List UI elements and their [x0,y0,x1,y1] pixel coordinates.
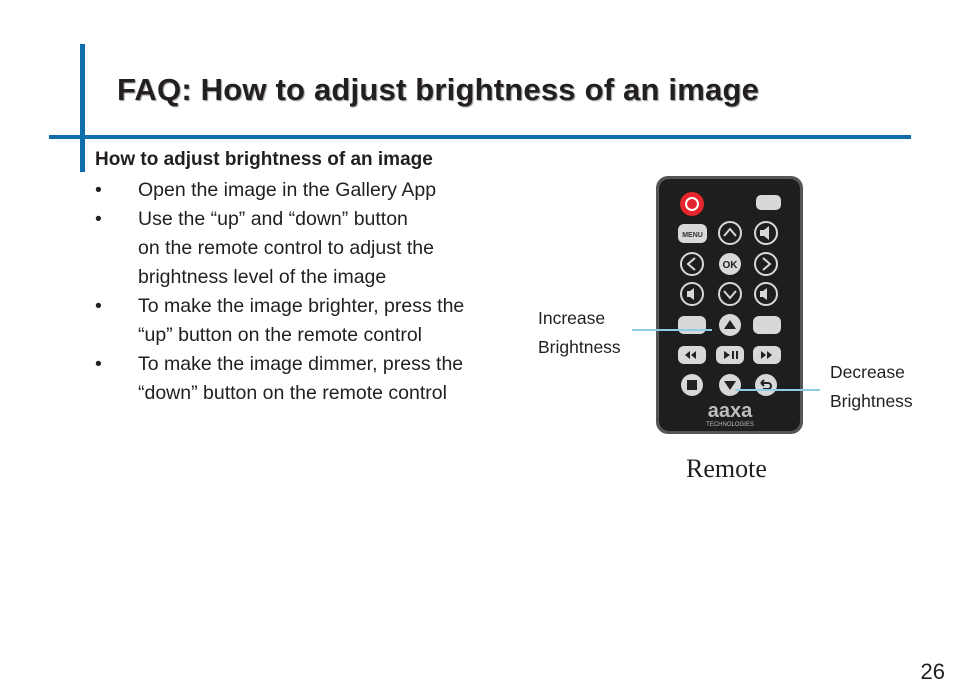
list-item-line: “up” button on the remote control [138,324,422,346]
remote-brand-logo: aaxa [707,400,753,422]
list-item-line: “down” button on the remote control [138,382,447,404]
bullet-glyph: • [95,295,102,317]
display-button [678,316,706,334]
power-button [680,192,704,216]
stop-icon [687,380,697,390]
remote-control-image [655,175,804,435]
page-title: FAQ: How to adjust brightness of an image [117,72,760,107]
list-item-line: Use the “up” and “down” button [138,208,408,230]
increase-leader-line [632,329,712,331]
ok-button-label: OK [722,260,738,271]
list-item [95,205,515,292]
input-button [756,195,781,210]
back-button [755,374,777,396]
list-item [95,350,515,408]
list-item-line: on the remote control to adjust the [138,237,434,259]
page-number: 26 [920,659,945,684]
section-subheading: How to adjust brightness of an image [95,149,433,170]
increase-brightness-callout [538,304,621,362]
list-item-line: brightness level of the image [138,266,387,288]
instruction-list [95,176,515,408]
callout-line: Decrease [830,362,905,382]
list-item-line: Open the image in the Gallery App [138,179,437,201]
callout-line: Increase [538,308,606,328]
list-item-line: To make the image dimmer, press the [138,353,464,375]
callout-line: Brightness [830,391,913,411]
bullet-glyph: • [95,353,102,375]
menu-button-label: MENU [682,232,703,239]
bullet-glyph: • [95,179,102,201]
decrease-leader-line [735,389,820,391]
callout-line: Brightness [538,337,621,357]
decrease-brightness-callout [830,358,913,416]
bullet-glyph: • [95,208,102,230]
keystone-button [753,316,781,334]
list-item [95,176,515,205]
accent-horizontal-rule [49,135,911,139]
remote-brand-subtext: TECHNOLOGIES [706,422,754,428]
list-item [95,292,515,350]
figure-caption: Remote [686,454,767,483]
accent-vertical-bar [80,44,85,172]
list-item-line: To make the image brighter, press the [138,295,465,317]
